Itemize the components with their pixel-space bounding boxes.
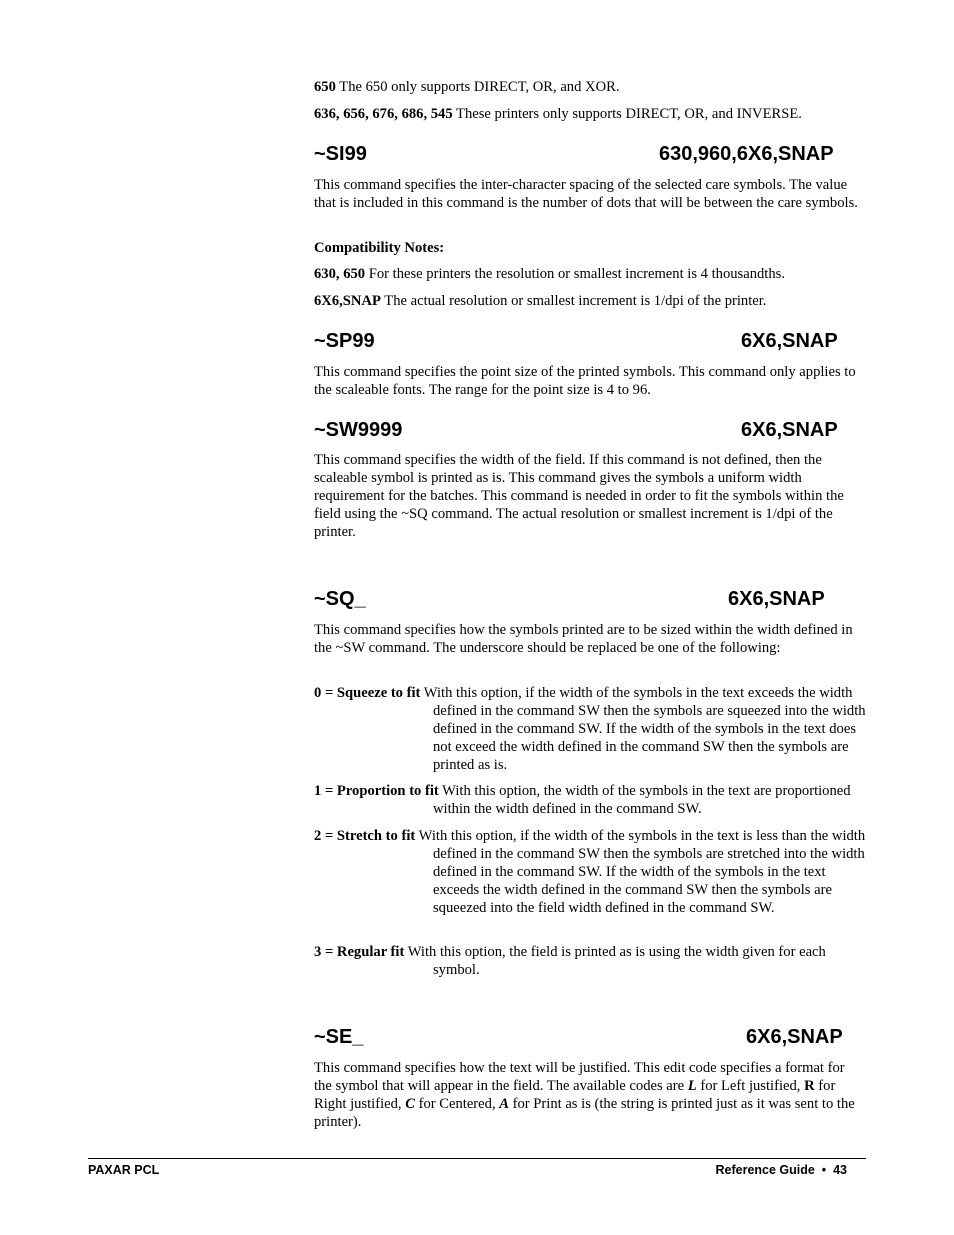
note-label: 650 (314, 79, 336, 95)
note-label: 630, 650 (314, 266, 366, 282)
footer-right: Reference Guide • 43 (715, 1163, 847, 1177)
option-label: 2 = Stretch to fit (314, 828, 416, 844)
note-text: The 650 only supports DIRECT, OR, and XOR. (335, 79, 620, 95)
note-text: For these printers the resolution or smallest increment is 4 thousandths. (365, 266, 785, 282)
compat-notes-heading: Compatibility Notes: (314, 240, 445, 256)
command-platforms: 6X6,SNAP (741, 419, 838, 441)
note-label: 636, 656, 676, 686, 545 (314, 106, 453, 122)
option-label: 0 = Squeeze to fit (314, 685, 421, 701)
note-label: 6X6,SNAP (314, 293, 381, 309)
option-text: With this option, the width of the symbols in the text are proportioned within the width defined in the command SW. (433, 783, 851, 817)
command-platforms: 6X6,SNAP (728, 588, 825, 610)
command-name: ~SI99 (314, 143, 367, 165)
note-636-group (314, 105, 866, 123)
se-description (314, 1059, 866, 1131)
text-run: for Print as is (the string is printed just as it was sent to the printer). (314, 1096, 855, 1130)
sq-description: This command specifies how the symbols printed are to be sized within the width defined in the ~SW command. The underscore should be replaced be one of the following: (314, 622, 853, 656)
footer-divider (88, 1158, 866, 1159)
text-run: for Left justified, (696, 1078, 805, 1094)
command-name: ~SE_ (314, 1026, 364, 1048)
text-run: for Centered, (414, 1096, 500, 1112)
command-platforms: 6X6,SNAP (746, 1026, 843, 1048)
code-centered: C (405, 1096, 415, 1112)
footer-left: PAXAR PCL (88, 1163, 160, 1177)
text-run: for Right justified, (314, 1078, 836, 1112)
text-run: This command specifies how the text will be justified. This edit code specifies a format for the symbol that will appear in the field. The available codes are (314, 1060, 845, 1094)
command-platforms: 630,960,6X6,SNAP (659, 143, 834, 165)
code-as-is: A (499, 1096, 509, 1112)
option-label: 3 = Regular fit (314, 944, 405, 960)
note-650 (314, 78, 866, 96)
option-text: With this option, the field is printed as is using the width given for each symbol. (404, 944, 826, 978)
sp99-description: This command specifies the point size of the printed symbols. This command only applies to the scaleable fonts. The range for the point size is 4 to 96. (314, 364, 856, 398)
option-text: With this option, if the width of the symbols in the text exceeds the width defined in the command SW then the symbols are squeezed into the width defined in the command SW. If the width of the symbols in the text does not exceed the width defined in the command SW then the symbols are printed as is. (420, 685, 866, 773)
code-right: R (804, 1078, 815, 1094)
option-label: 1 = Proportion to fit (314, 783, 439, 799)
sq-option-stretch (314, 827, 866, 917)
code-left: L (687, 1078, 697, 1094)
si99-note-6x6 (314, 292, 866, 310)
sq-option-proportion (314, 782, 866, 818)
option-text: With this option, if the width of the symbols in the text is less than the width defined in the command SW then the symbols are stretched into the width defined in the command SW. If the width of the symbols in the text exceeds the width defined in the command SW then the symbols are squeezed into the field width defined in the command SW. (415, 828, 866, 916)
command-name: ~SQ_ (314, 588, 366, 610)
sq-option-squeeze (314, 684, 866, 774)
command-platforms: 6X6,SNAP (741, 330, 838, 352)
command-name: ~SW9999 (314, 419, 403, 441)
note-text: The actual resolution or smallest increment is 1/dpi of the printer. (380, 293, 767, 309)
si99-note-630 (314, 265, 866, 283)
sw9999-description: This command specifies the width of the field. If this command is not defined, then the scaleable symbol is printed as is. This command gives the symbols a uniform width requirement for the batches. This command is needed in order to fit the symbols within the field using the ~SQ command. The actual resolution or smallest increment is 1/dpi of the printer. (314, 452, 844, 540)
command-name: ~SP99 (314, 330, 375, 352)
note-text: These printers only supports DIRECT, OR, and INVERSE. (452, 106, 802, 122)
sq-option-regular (314, 943, 866, 979)
si99-description: This command specifies the inter-character spacing of the selected care symbols. The value that is included in this command is the number of dots that will be between the care symbols. (314, 177, 858, 211)
